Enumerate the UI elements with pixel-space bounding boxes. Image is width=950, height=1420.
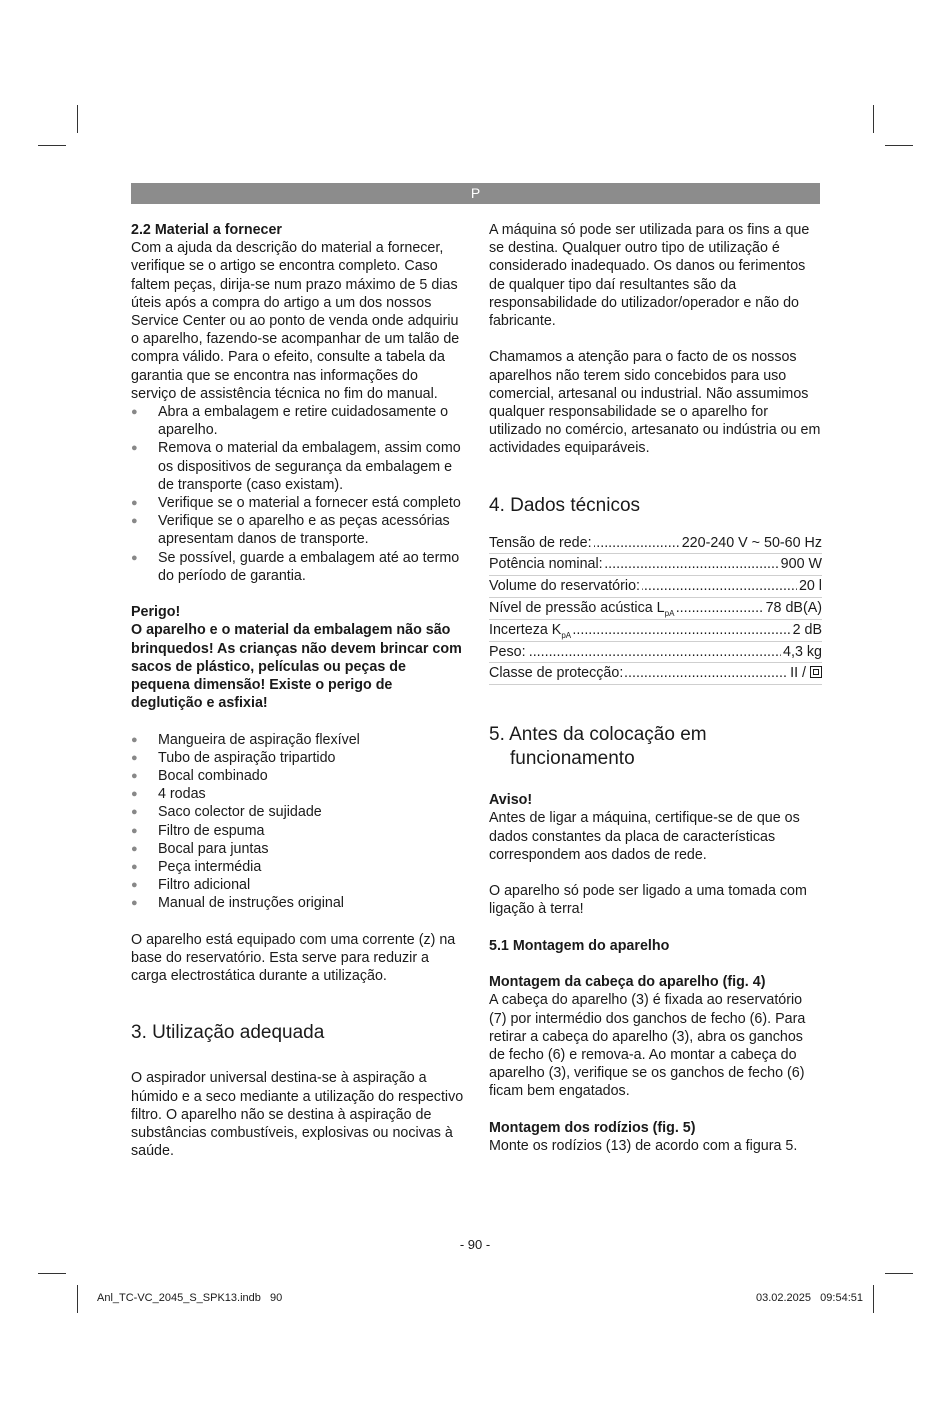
section-3-title: 3. Utilização adequada	[131, 1022, 325, 1044]
spec-label: Incerteza $K_{pA}$	[489, 620, 573, 642]
intended-use-paragraph-2: Chamamos a atenção para o facto de os nossos aparelhos não terem sido concebidos para uso comercial, artesanal ou industrial. Não assumimos qualquer responsabilidade se o aparelho for utilizado no comércio, artesanato ou indústria ou em actividades equiparáveis.	[489, 349, 821, 457]
crop-mark	[885, 145, 913, 146]
spec-label: Classe de protecção:	[489, 663, 625, 684]
list-item: ● Verifique se o material a fornecer está completo	[131, 494, 464, 512]
list-item: ● Mangueira de aspiração flexível	[131, 731, 464, 749]
crop-mark	[873, 105, 874, 133]
crop-mark	[38, 145, 66, 146]
list-item: ● Manual de instruções original	[131, 894, 464, 912]
list-item: ● Se possível, guarde a embalagem até ao termo do período de garantia.	[131, 549, 464, 585]
section-2-2-body: Com a ajuda da descrição do material a fornecer, verifique se o artigo se encontra completo. Caso faltem peças, dirija-se num prazo máximo de 5 dias úteis após a compra do artigo a um dos nossos Service Center ou ao ponto de venda onde adquiriu o aparelho, fazendo-se acompanhar de um talão de compra válido. Para o efeito, consulte a tabela da garantia que se encontra nas informações do serviço de assistência técnica no fim do manual.	[131, 240, 460, 402]
spec-label: Nível de pressão acústica $L_{pA}$	[489, 598, 676, 620]
wheels-assembly-title: Montagem dos rodízios (fig. 5)	[489, 1119, 696, 1136]
wheels-assembly-body: Monte os rodízios (13) de acordo com a figura 5.	[489, 1138, 798, 1154]
spec-label: Potência nominal:	[489, 554, 605, 575]
spec-subscript: pA	[561, 630, 572, 640]
spec-row	[489, 576, 822, 598]
section-5-title: 5. Antes da colocação em funcionamento	[489, 724, 707, 770]
spec-row	[489, 620, 822, 642]
list-item: ● Peça intermédia	[131, 858, 464, 876]
delivery-items-list	[131, 731, 464, 913]
list-item: ● Tubo de aspiração tripartido	[131, 749, 464, 767]
spec-label: Volume do reservatório:	[489, 576, 642, 597]
crop-mark	[885, 1273, 913, 1274]
list-item: ● Verifique se o aparelho e as peças acessórias apresentam danos de transporte.	[131, 512, 464, 548]
spec-row	[489, 598, 822, 620]
head-assembly-body: A cabeça do aparelho (3) é fixada ao reservatório (7) por intermédio dos ganchos de fecho (6). Para retirar a cabeça do aparelho (3), abra os ganchos de fecho (6) e remova-a. Ao montar a cabeça do aparelho (3), verifique se os ganchos de fecho (6) ficam bem engatados.	[489, 992, 806, 1100]
spec-row	[489, 554, 822, 576]
section-4-title: 4. Dados técnicos	[489, 494, 641, 516]
right-column	[489, 221, 822, 1155]
earth-paragraph: O aparelho só pode ser ligado a uma tomada com ligação à terra!	[489, 883, 807, 918]
unpack-steps-list	[131, 403, 464, 585]
spec-row	[489, 663, 822, 685]
footer-file-name: Anl_TC-VC_2045_S_SPK13.indb 90	[97, 1292, 283, 1304]
spec-value: 900 W	[779, 554, 822, 575]
protection-class-ii-icon	[810, 666, 822, 678]
tech-specs-table	[489, 533, 822, 686]
list-item: ● Filtro adicional	[131, 876, 464, 894]
danger-body: O aparelho e o material da embalagem não são brinquedos! As crianças não devem brincar com sacos de plástico, películas ou peças de pequena dimensão! Existe o perigo de deglutição e asfixia!	[131, 622, 462, 712]
language-header-bar	[131, 183, 820, 204]
crop-mark	[77, 1285, 78, 1313]
spec-value: 4,3 kg	[781, 642, 822, 663]
spec-value: 78 dB(A)	[764, 598, 822, 619]
list-item: ● Filtro de espuma	[131, 822, 464, 840]
warning-body: Antes de ligar a máquina, certifique-se de que os dados constantes da placa de características correspondem aos dados de rede.	[489, 810, 800, 863]
left-column	[131, 221, 464, 1161]
list-item: ● Bocal para juntas	[131, 840, 464, 858]
crop-mark	[77, 105, 78, 133]
spec-subscript: pA	[664, 608, 675, 618]
spec-label: Tensão de rede:	[489, 533, 594, 554]
spec-value: II /	[788, 663, 822, 684]
list-item: ● Saco colector de sujidade	[131, 803, 464, 821]
footer-datetime: 03.02.2025 09:54:51	[755, 1292, 863, 1304]
danger-title: Perigo!	[131, 604, 181, 621]
list-item: ● Abra a embalagem e retire cuidadosamente o aparelho.	[131, 403, 464, 439]
chain-paragraph: O aparelho está equipado com uma corrente (z) na base do reservatório. Esta serve para reduzir a carga electrostática durante a utilização.	[131, 931, 456, 985]
page-number: - 90 -	[459, 1237, 491, 1252]
list-item: ● Bocal combinado	[131, 767, 464, 785]
spec-value: 20 l	[797, 576, 822, 597]
spec-value: 220-240 V ~ 50-60 Hz	[680, 533, 822, 554]
language-label: P	[470, 185, 481, 201]
spec-row	[489, 642, 822, 664]
section-2-2-title: 2.2 Material a fornecer	[131, 222, 282, 238]
intended-use-paragraph-1: A máquina só pode ser utilizada para os fins a que se destina. Qualquer outro tipo de utilização é considerado inadequado. Os danos ou ferimentos de qualquer tipo daí resultantes são da responsabilidade do utilizador/operador e não do fabricante.	[489, 222, 810, 330]
spec-label: Peso:	[489, 642, 528, 663]
warning-title: Aviso!	[489, 792, 533, 809]
crop-mark	[38, 1273, 66, 1274]
section-5-1-title: 5.1 Montagem do aparelho	[489, 937, 670, 954]
spec-value: 2 dB	[791, 620, 822, 641]
list-item: ● Remova o material da embalagem, assim como os dispositivos de segurança da embalagem e de transporte (caso existam).	[131, 439, 464, 494]
crop-mark	[873, 1285, 874, 1313]
section-3-body: O aspirador universal destina-se à aspiração a húmido e a seco mediante a utilização do respectivo filtro. O aparelho não se destina à aspiração de substâncias combustíveis, explosivas ou nocivas à saúde.	[131, 1070, 464, 1160]
list-item: ● 4 rodas	[131, 785, 464, 803]
spec-row	[489, 533, 822, 555]
head-assembly-title: Montagem da cabeça do aparelho (fig. 4)	[489, 974, 766, 991]
